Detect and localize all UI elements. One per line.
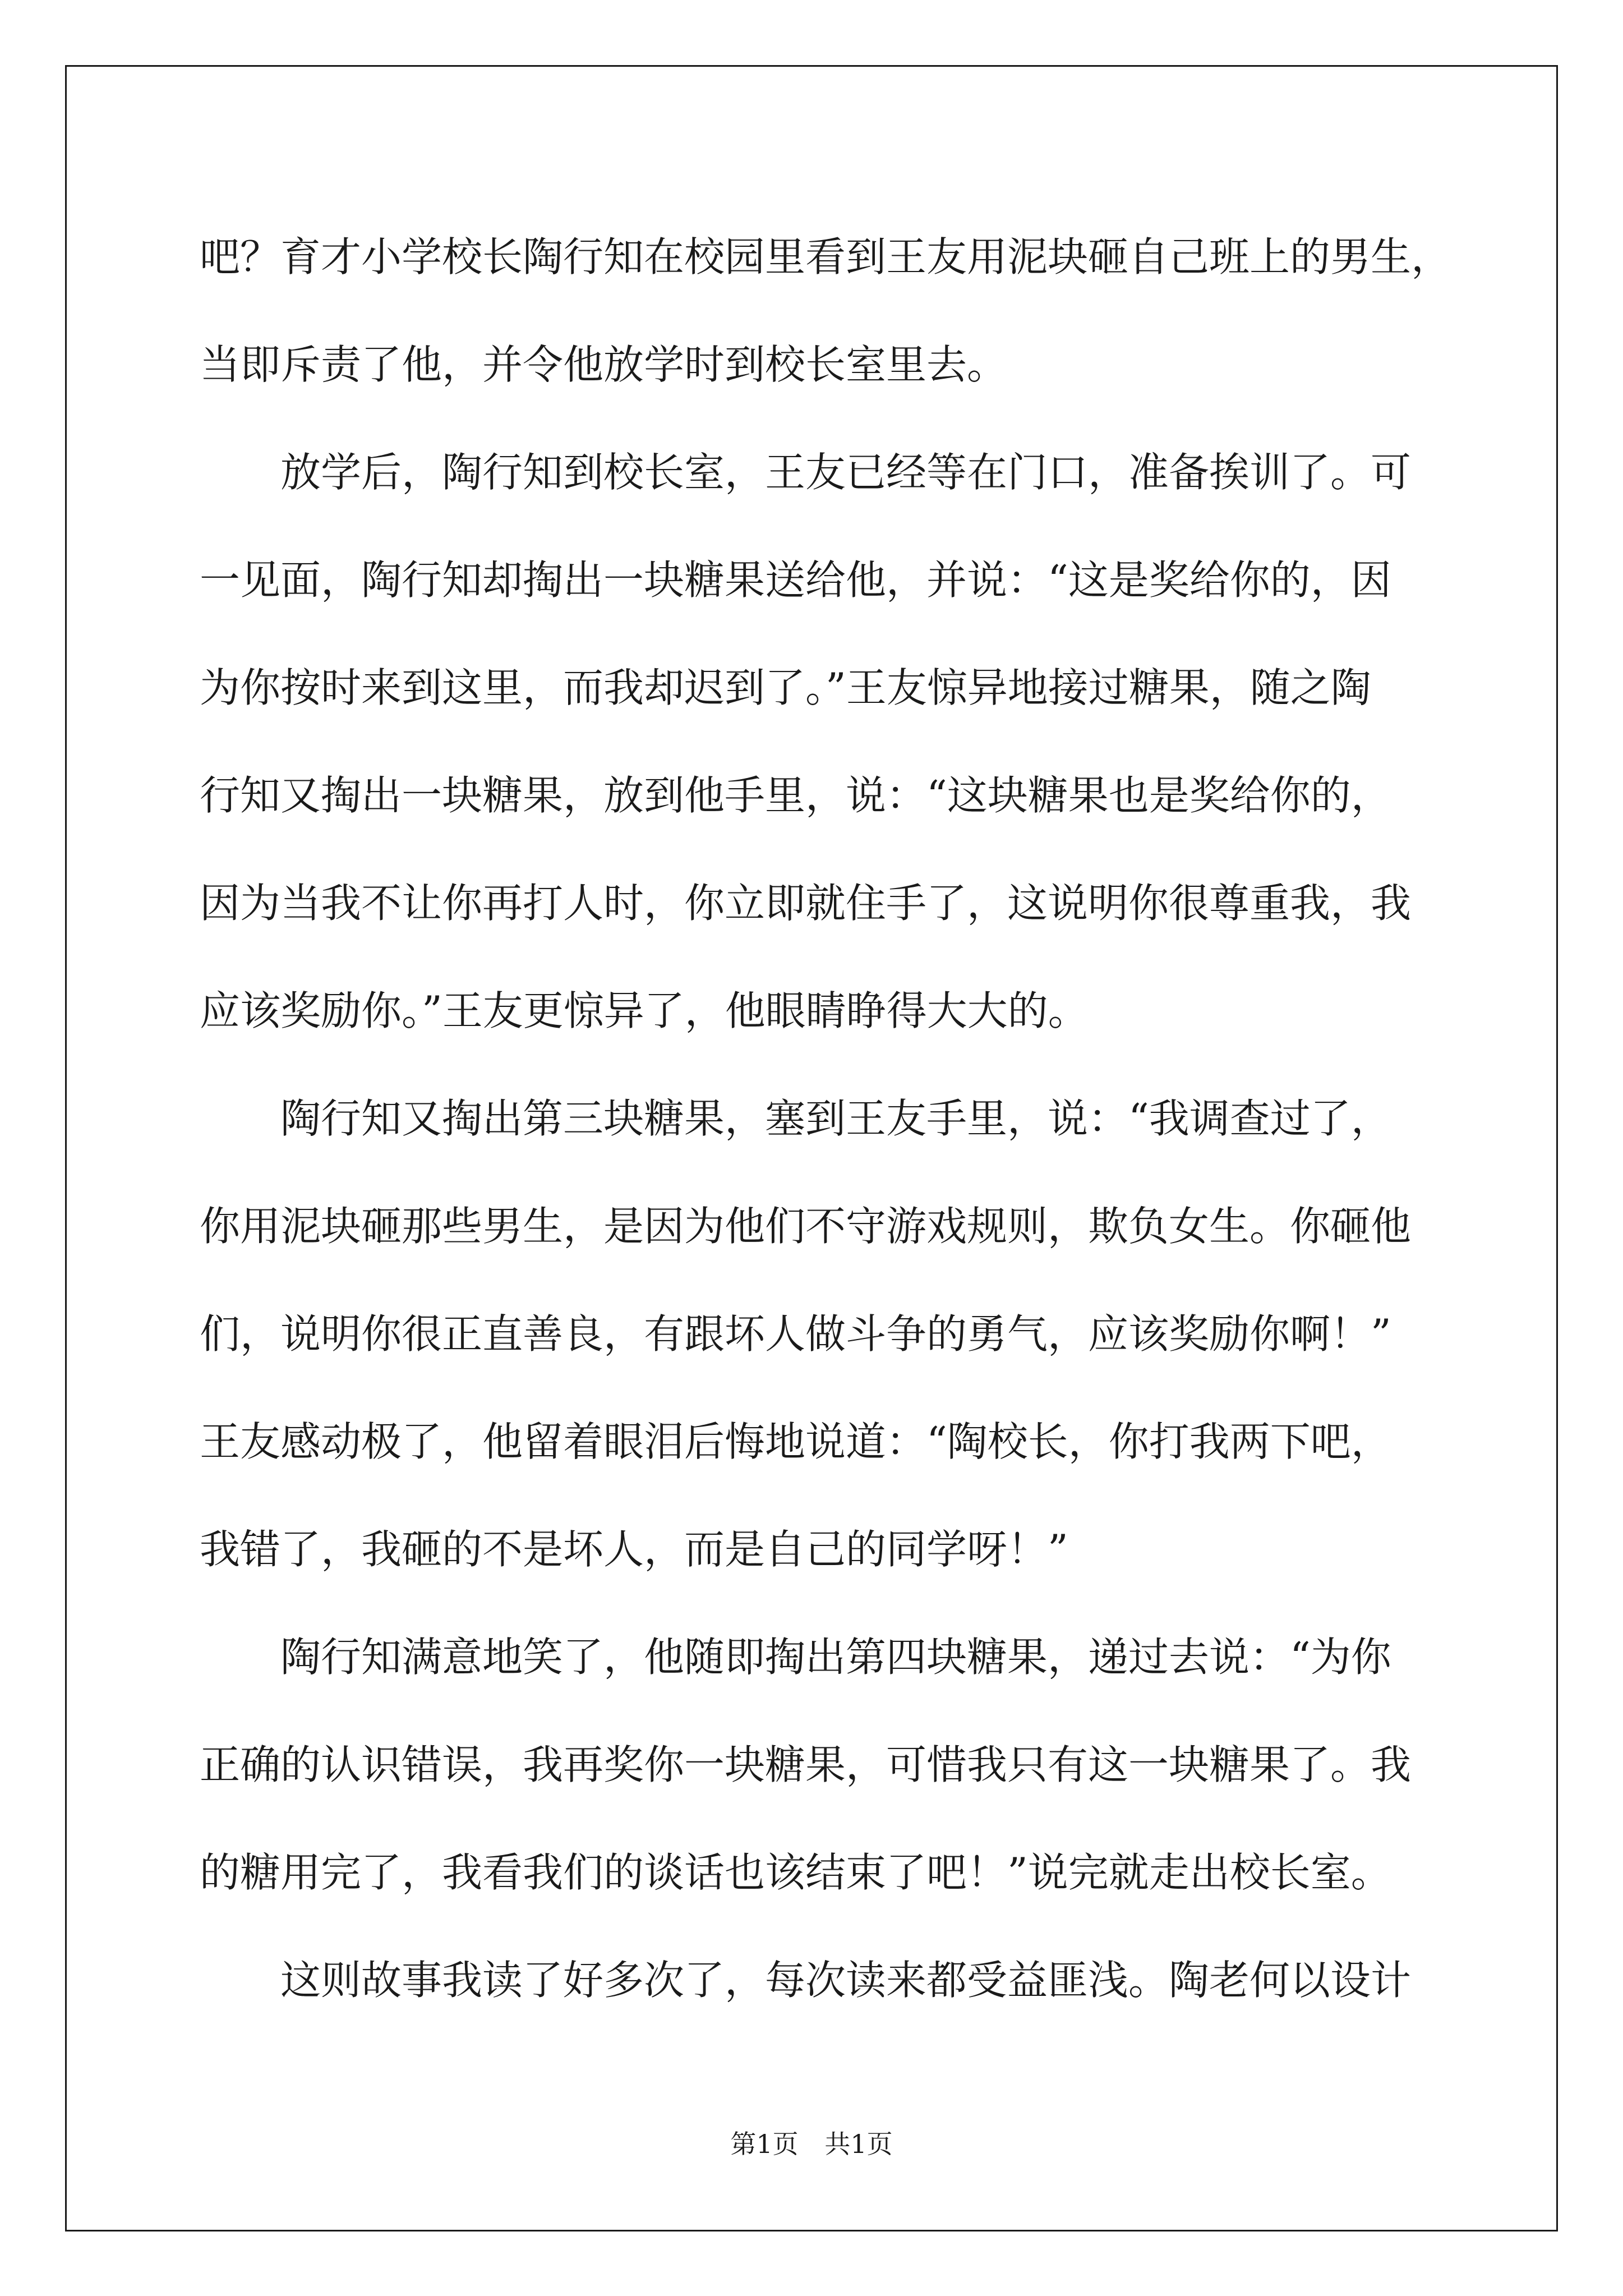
text-line: 我错了，我砸的不是坏人，而是自己的同学呀！” bbox=[200, 1526, 1068, 1573]
text-line: 这则故事我读了好多次了，每次读来都受益匪浅。陶老何以设计 bbox=[280, 1957, 1412, 2004]
text-line: 当即斥责了他，并令他放学时到校长室里去。 bbox=[200, 341, 1008, 388]
text-line: 吧？育才小学校长陶行知在校园里看到王友用泥块砸自己班上的男生， bbox=[200, 233, 1452, 280]
text-line: 放学后，陶行知到校长室，王友已经等在门口，准备挨训了。可 bbox=[280, 449, 1412, 496]
page-number-current: 第1页 bbox=[730, 2129, 799, 2159]
text-line: 的糖用完了，我看我们的谈话也该结束了吧！”说完就走出校长室。 bbox=[200, 1849, 1391, 1896]
page-number-total: 共1页 bbox=[824, 2129, 893, 2159]
text-line: 因为当我不让你再打人时，你立即就住手了，这说明你很尊重我，我 bbox=[200, 880, 1412, 927]
page-footer bbox=[0, 2127, 1623, 2161]
text-line: 陶行知又掏出第三块糖果，塞到王友手里，说：“我调查过了， bbox=[280, 1095, 1391, 1142]
text-line: 们，说明你很正直善良，有跟坏人做斗争的勇气，应该奖励你啊！” bbox=[200, 1310, 1391, 1358]
text-line: 应该奖励你。”王友更惊异了，他眼睛睁得大大的。 bbox=[200, 987, 1089, 1034]
document-body bbox=[200, 203, 1452, 2034]
text-line: 为你按时来到这里，而我却迟到了。”王友惊异地接过糖果，随之陶 bbox=[200, 664, 1371, 711]
text-line: 一见面，陶行知却掏出一块糖果送给他，并说：“这是奖给你的，因 bbox=[200, 556, 1391, 604]
text-line: 正确的认识错误，我再奖你一块糖果，可惜我只有这一块糖果了。我 bbox=[200, 1741, 1412, 1788]
text-line: 你用泥块砸那些男生，是因为他们不守游戏规则，欺负女生。你砸他 bbox=[200, 1203, 1412, 1250]
text-line: 行知又掏出一块糖果，放到他手里，说：“这块糖果也是奖给你的， bbox=[200, 772, 1391, 819]
text-line: 陶行知满意地笑了，他随即掏出第四块糖果，递过去说：“为你 bbox=[280, 1634, 1391, 1681]
text-line: 王友感动极了，他留着眼泪后悔地说道：“陶校长，你打我两下吧， bbox=[200, 1418, 1391, 1465]
